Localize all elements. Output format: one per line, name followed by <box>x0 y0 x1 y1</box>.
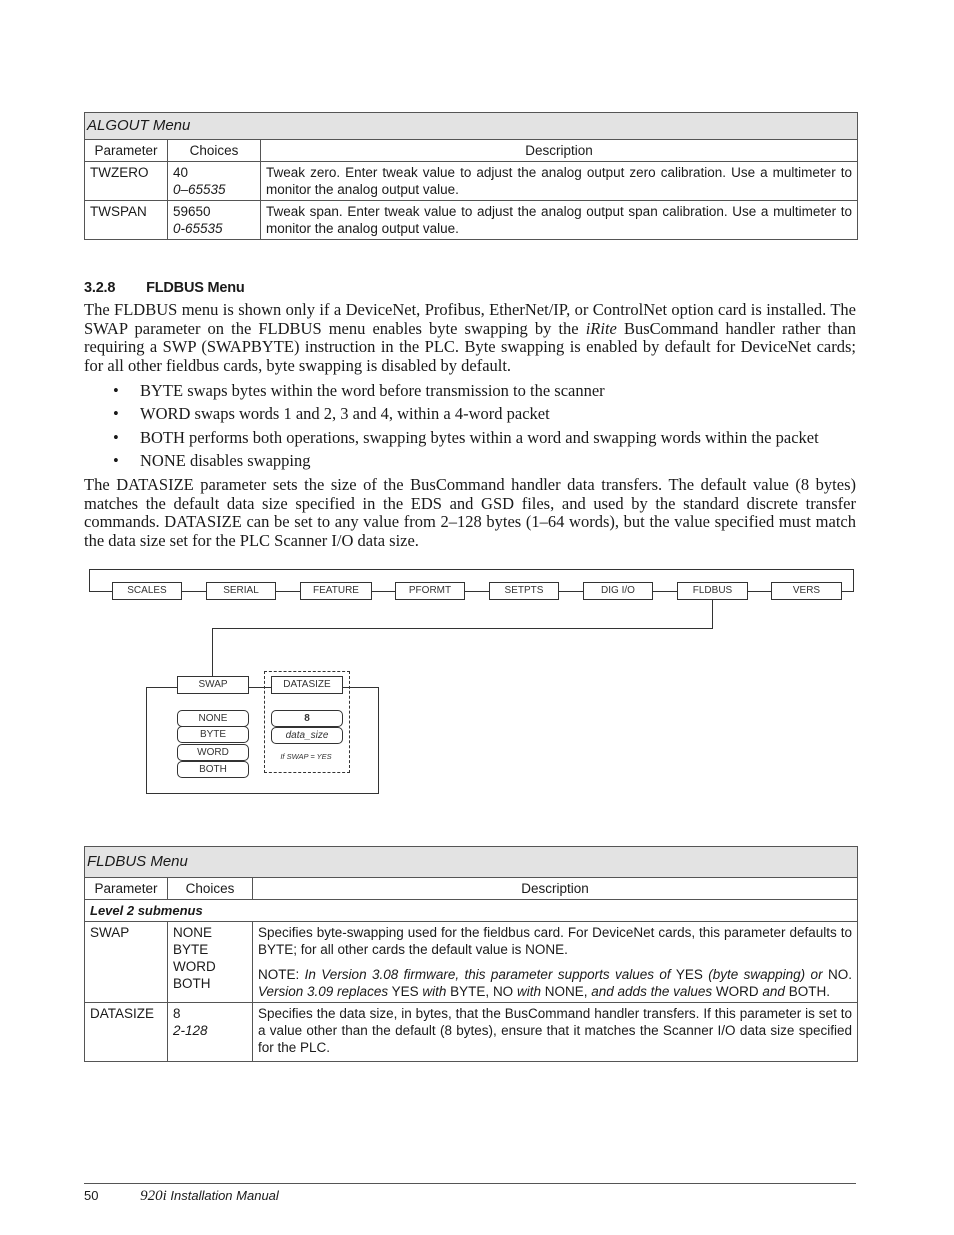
bullet-byte: • BYTE swaps bytes within the word before transmission to the scanner <box>113 381 605 400</box>
col-header-choices: Choices <box>168 140 261 162</box>
desc-datasize: Specifies the data size, in bytes, that the BusCommand handler transfers. If this parameter is set to a value other than the default (8 bytes), ensure that it matches the Scanner I/O data size specified for the PLC. <box>253 1003 858 1062</box>
fldbus-table <box>84 846 858 1062</box>
col-header-parameter: Parameter <box>85 878 168 900</box>
swap-option-byte: BYTE <box>177 726 249 743</box>
col-header-parameter: Parameter <box>85 140 168 162</box>
submenu-datasize: DATASIZE <box>271 676 343 694</box>
param-swap: SWAP <box>85 922 168 1003</box>
swap-option-none: NONE <box>177 710 249 727</box>
footer-rule <box>84 1183 856 1184</box>
param-twzero: TWZERO <box>85 162 168 201</box>
menu-digio: DIG I/O <box>583 582 653 600</box>
brand-irite: iRite <box>585 318 617 338</box>
table-row <box>85 201 858 240</box>
bullet-word: • WORD swaps words 1 and 2, 3 and 4, within a 4-word packet <box>113 404 550 423</box>
fldbus-table-title: FLDBUS Menu <box>85 847 858 878</box>
footer-product: 920i <box>140 1188 167 1204</box>
menu-feature: FEATURE <box>300 582 372 600</box>
table-row <box>85 162 858 201</box>
section-number: 3.2.8 <box>84 280 116 296</box>
param-datasize: DATASIZE <box>85 1003 168 1062</box>
swap-option-word: WORD <box>177 744 249 761</box>
desc-twzero: Tweak zero. Enter tweak value to adjust the analog output zero calibration. Use a multimeter to monitor the analog output value. <box>261 162 858 201</box>
menu-vers: VERS <box>771 582 842 600</box>
page-number: 50 <box>84 1188 99 1203</box>
datasize-paragraph: The DATASIZE parameter sets the size of the BusCommand handler data transfers. The default value (8 bytes) matches the default data size specified in the EDS and GSD files, and used by the standard discrete transfer commands. DATASIZE can be set to any value from 2–128 bytes (1–64 words), but the value specified must match the data size set for the PLC Scanner I/O data size. <box>84 475 856 550</box>
table-row <box>85 1003 858 1062</box>
desc-swap: Specifies byte-swapping used for the fieldbus card. For DeviceNet cards, this parameter defaults to BYTE; for all other cards the default value is NONE. NOTE: In Version 3.08 firmware, this parameter supports values of YES (byte swapping) or NO. Version 3.09 replaces YES with BYTE, NO with NONE, and adds the values WORD and BOTH. <box>253 922 858 1003</box>
col-header-choices: Choices <box>168 878 253 900</box>
menu-diagram <box>0 560 954 800</box>
menu-pformt: PFORMT <box>395 582 465 600</box>
swap-option-both: BOTH <box>177 761 249 778</box>
section-title: FLDBUS Menu <box>146 280 245 296</box>
desc-twspan: Tweak span. Enter tweak value to adjust the analog output span calibration. Use a multimeter to monitor the analog output value. <box>261 201 858 240</box>
section-heading <box>84 280 245 296</box>
footer <box>84 1188 279 1205</box>
choices-datasize: 8 2-128 <box>168 1003 253 1062</box>
level-2-label: Level 2 submenus <box>85 900 858 922</box>
datasize-default: 8 <box>271 710 343 727</box>
menu-scales: SCALES <box>112 582 182 600</box>
datasize-note: If SWAP = YES <box>280 752 332 761</box>
submenu-swap: SWAP <box>177 676 249 694</box>
col-header-description: Description <box>261 140 858 162</box>
bullet-both: • BOTH performs both operations, swapping bytes within a word and swapping words within the packet <box>113 428 819 447</box>
menu-serial: SERIAL <box>206 582 276 600</box>
param-twspan: TWSPAN <box>85 201 168 240</box>
menu-setpts: SETPTS <box>489 582 559 600</box>
choices-twzero: 40 0–65535 <box>168 162 261 201</box>
algout-table-title: ALGOUT Menu <box>85 113 858 140</box>
swap-note: NOTE: In Version 3.08 firmware, this parameter supports values of YES (byte swapping) or NO. Version 3.09 replaces YES with BYTE, NO with NONE, and adds the values WORD and BOTH. <box>258 967 852 999</box>
col-header-description: Description <box>253 878 858 900</box>
choices-twspan: 59650 0-65535 <box>168 201 261 240</box>
table-row <box>85 922 858 1003</box>
bullet-none: • NONE disables swapping <box>113 451 311 470</box>
footer-manual: Installation Manual <box>170 1188 279 1203</box>
algout-table <box>84 112 858 240</box>
choices-swap: NONE BYTE WORD BOTH <box>168 922 253 1003</box>
intro-paragraph: The FLDBUS menu is shown only if a DeviceNet, Profibus, EtherNet/IP, or ControlNet option card is installed. The SWAP parameter on the FLDBUS menu enables byte swapping by the iRite BusCommand handler rather than requiring a SWP (SWAPBYTE) instruction in the PLC. Byte swapping is enabled by default for DeviceNet cards; for all other fieldbus cards, byte swapping is disabled by default. <box>84 300 856 375</box>
menu-fldbus: FLDBUS <box>677 582 748 600</box>
datasize-variable: data_size <box>271 727 343 744</box>
